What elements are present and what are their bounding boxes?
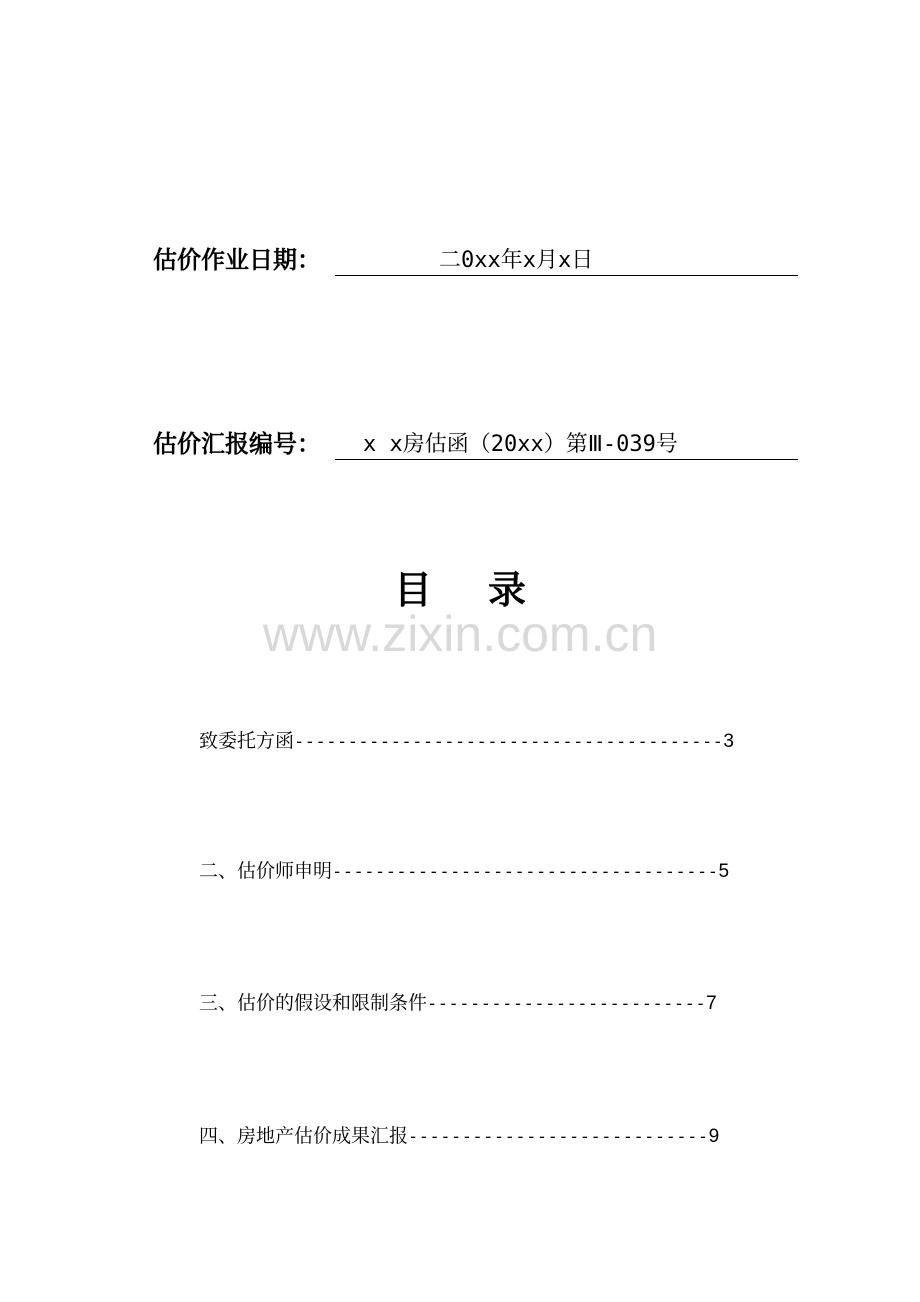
toc-entry-page: 3 <box>723 731 734 752</box>
toc-title: 目录 <box>393 568 582 612</box>
appraisal-date-row <box>153 236 798 276</box>
report-number-value: x x房估函（20xx）第Ⅲ-039号 <box>335 431 798 460</box>
toc-entry[interactable] <box>199 1121 719 1151</box>
toc-entry-leader: ---------------------------------------- <box>294 732 724 752</box>
toc-entry[interactable] <box>199 856 729 886</box>
toc-entry[interactable] <box>199 988 717 1018</box>
report-number-row <box>153 420 798 460</box>
appraisal-date-value: 二0xx年x月x日 <box>335 247 798 276</box>
toc-entry-label: 致委托方函 <box>199 730 295 752</box>
toc-entry-label: 二、估价师申明 <box>199 860 333 882</box>
toc-entry-leader: ------------------------------------ <box>332 862 719 882</box>
watermark: www.zixin.com.cn <box>262 606 658 662</box>
toc-entry-page: 7 <box>706 993 717 1014</box>
toc-entry-label: 四、房地产估价成果汇报 <box>199 1125 409 1147</box>
toc-entry-leader: ---------------------------- <box>408 1127 709 1147</box>
toc-entry-leader: -------------------------- <box>427 994 707 1014</box>
toc-entry-page: 9 <box>708 1126 720 1147</box>
toc-entry-label: 三、估价的假设和限制条件 <box>199 992 428 1014</box>
toc-entry[interactable] <box>199 726 734 756</box>
report-number-label: 估价汇报编号： <box>153 430 321 458</box>
appraisal-date-label: 估价作业日期： <box>153 246 321 274</box>
toc-entry-page: 5 <box>718 861 730 882</box>
